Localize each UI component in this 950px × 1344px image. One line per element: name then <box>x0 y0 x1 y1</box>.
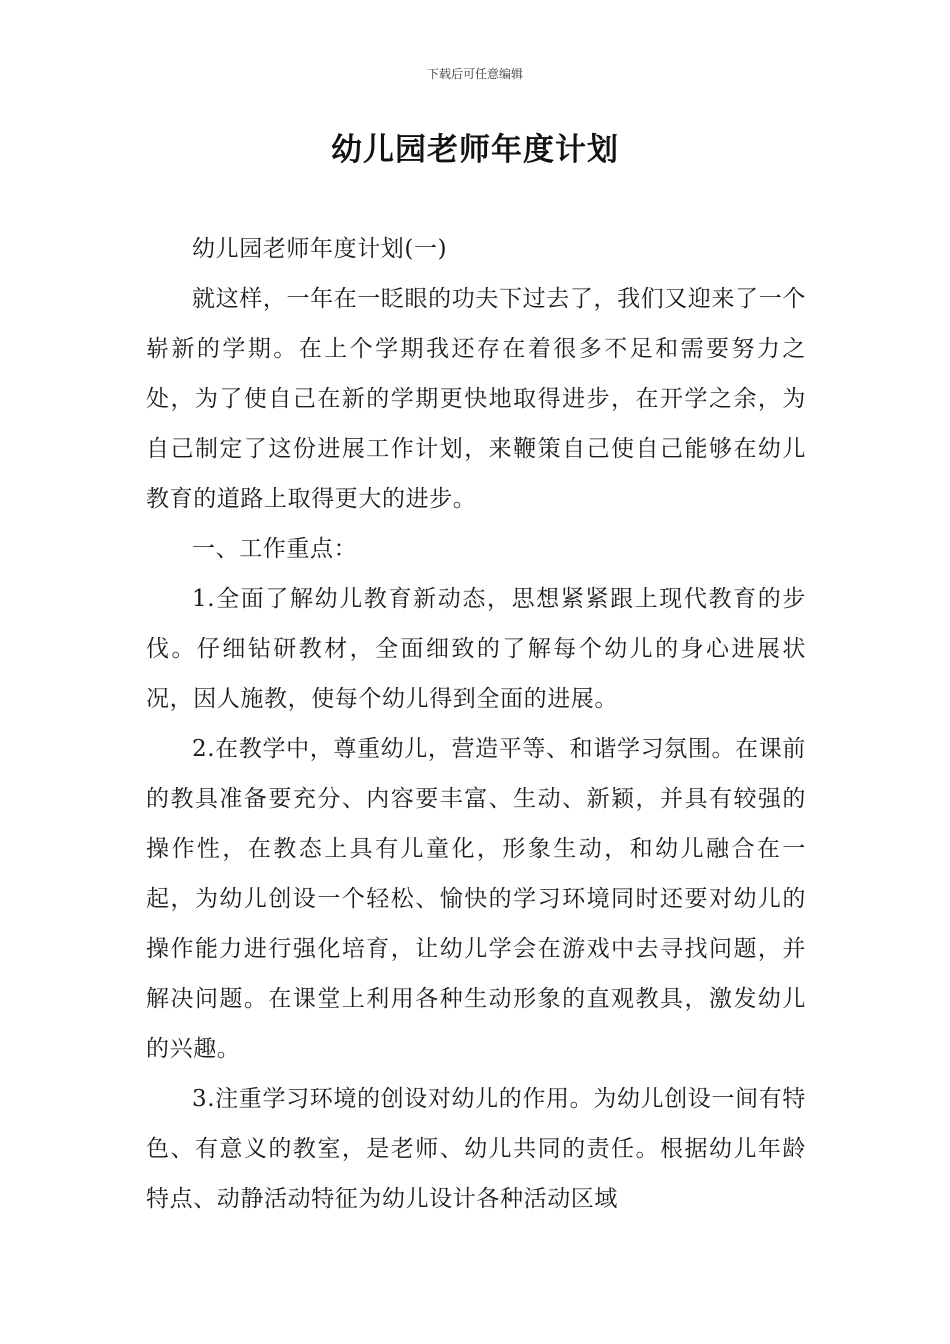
document-body <box>146 224 806 1224</box>
document-title: 幼儿园老师年度计划 <box>331 132 619 168</box>
list-item-1: 1.全面了解幼儿教育新动态，思想紧紧跟上现代教育的步伐。仔细钻研教材，全面细致的了解每个幼儿的身心进展状况，因人施教，使每个幼儿得到全面的进展。 <box>146 586 806 712</box>
header-note: 下载后可任意编辑 <box>426 67 523 81</box>
list-item-2: 2.在教学中，尊重幼儿，营造平等、和谐学习氛围。在课前的教具准备要充分、内容要丰富、生动、新颖，并具有较强的操作性，在教态上具有儿童化，形象生动，和幼儿融合在一起，为幼儿创设一个轻松、愉快的学习环境同时还要对幼儿的操作能力进行强化培育，让幼儿学会在游戏中去寻找问题，并解决问题。在课堂上利用各种生动形象的直观教具，激发幼儿的兴趣。 <box>146 736 806 1062</box>
subtitle-paragraph: 幼儿园老师年度计划(一) <box>192 236 448 262</box>
section-heading: 一、工作重点： <box>192 536 358 562</box>
intro-paragraph: 就这样，一年在一眨眼的功夫下过去了，我们又迎来了一个崭新的学期。在上个学期我还存在着很多不足和需要努力之处，为了使自己在新的学期更快地取得进步，在开学之余，为自己制定了这份进展工作计划，来鞭策自己使自己能够在幼儿教育的道路上取得更大的进步。 <box>146 286 806 512</box>
list-item-3: 3.注重学习环境的创设对幼儿的作用。为幼儿创设一间有特色、有意义的教室，是老师、幼儿共同的责任。根据幼儿年龄特点、动静活动特征为幼儿设计各种活动区域 <box>146 1086 806 1212</box>
